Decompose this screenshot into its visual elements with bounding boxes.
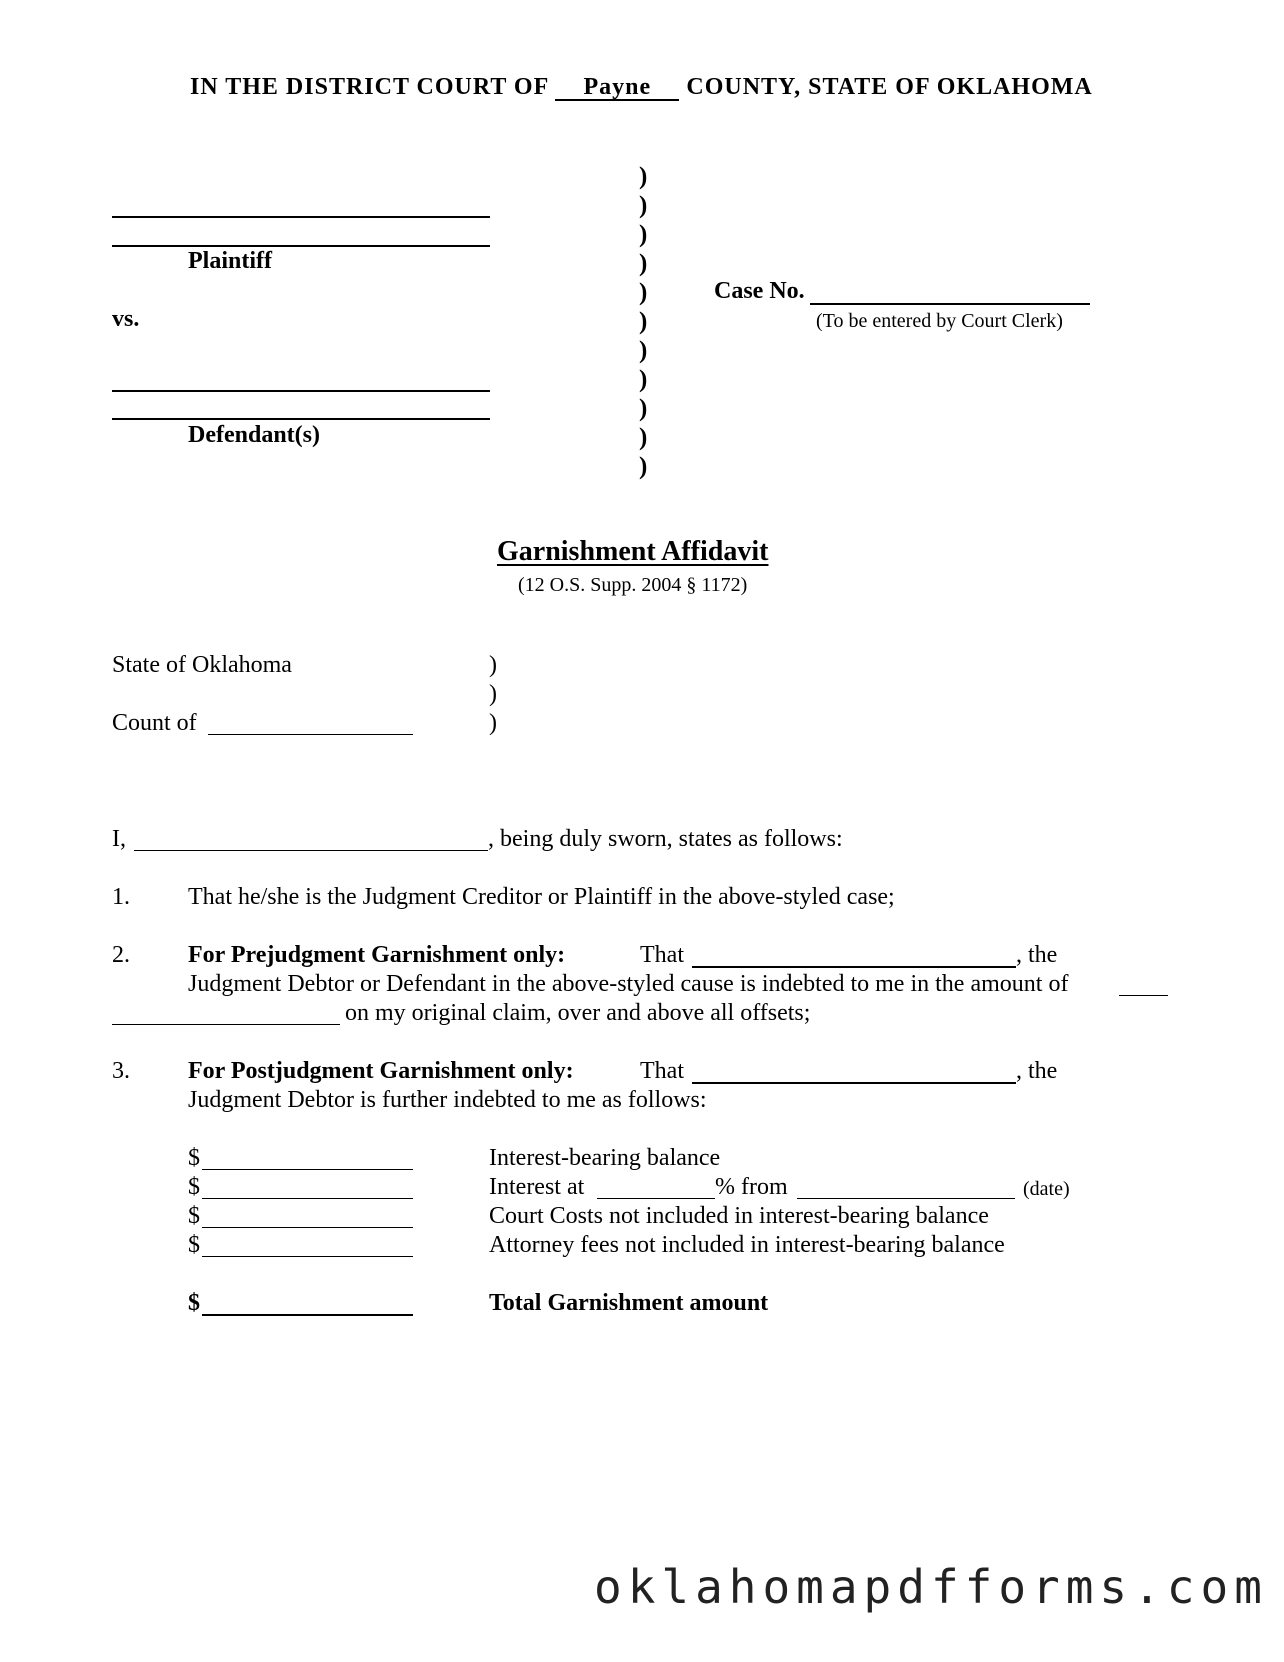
item-3-the: , the <box>1016 1058 1058 1084</box>
item-1-number: 1. <box>112 884 130 910</box>
court-costs-field[interactable] <box>202 1227 413 1228</box>
caption-paren: ) <box>639 395 648 422</box>
interest-amount-field[interactable] <box>202 1198 413 1199</box>
percent-from-label: % from <box>715 1174 788 1200</box>
currency-symbol: $ <box>188 1174 200 1200</box>
currency-symbol: $ <box>188 1232 200 1258</box>
date-note: (date) <box>1023 1178 1070 1200</box>
caption-paren: ) <box>639 337 648 364</box>
caption-paren: ) <box>639 250 648 277</box>
interest-bearing-amount-field[interactable] <box>202 1169 413 1170</box>
header-prefix: IN THE DISTRICT COURT OF <box>190 74 549 100</box>
affiant-name-field[interactable] <box>134 850 488 851</box>
prejudgment-debtor-field[interactable] <box>692 966 1016 968</box>
caption-paren: ) <box>639 163 648 190</box>
header-suffix: COUNTY, STATE OF OKLAHOMA <box>686 74 1093 100</box>
venue-paren: ) <box>489 710 497 736</box>
interest-at-label: Interest at <box>489 1174 585 1200</box>
item-3-heading: For Postjudgment Garnishment only: <box>188 1058 574 1084</box>
plaintiff-label: Plaintiff <box>188 248 272 274</box>
currency-symbol: $ <box>188 1203 200 1229</box>
oath-suffix: , being duly sworn, states as follows: <box>488 826 843 852</box>
item-2-that: That <box>640 942 684 968</box>
document-title: Garnishment Affidavit <box>497 536 769 567</box>
caption-paren: ) <box>639 453 648 480</box>
interest-bearing-label: Interest-bearing balance <box>489 1145 721 1171</box>
prejudgment-amount-field-a[interactable] <box>1119 995 1168 996</box>
currency-symbol: $ <box>188 1290 200 1316</box>
caption-paren: ) <box>639 192 648 219</box>
venue-paren: ) <box>489 652 497 678</box>
item-2-line-2: Judgment Debtor or Defendant in the above-styled cause is indebted to me in the amount of <box>188 971 1069 997</box>
statute-citation: (12 O.S. Supp. 2004 § 1172) <box>518 574 748 596</box>
court-costs-label: Court Costs not included in interest-bearing balance <box>489 1203 989 1229</box>
item-3-that: That <box>640 1058 684 1084</box>
case-no-field[interactable] <box>810 303 1090 305</box>
item-2-number: 2. <box>112 942 130 968</box>
caption-paren: ) <box>639 308 648 335</box>
postjudgment-debtor-field[interactable] <box>692 1082 1016 1084</box>
item-1-text: That he/she is the Judgment Creditor or Plaintiff in the above-styled case; <box>188 884 895 910</box>
item-2-heading: For Prejudgment Garnishment only: <box>188 942 566 968</box>
item-3-number: 3. <box>112 1058 130 1084</box>
item-2-the: , the <box>1016 942 1058 968</box>
item-2-line-3: on my original claim, over and above all offsets; <box>345 1000 811 1026</box>
plaintiff-line-1[interactable] <box>112 216 490 218</box>
caption-paren: ) <box>639 366 648 393</box>
attorney-fees-label: Attorney fees not included in interest-bearing balance <box>489 1232 1005 1258</box>
defendant-line-2[interactable] <box>112 418 490 420</box>
caption-paren: ) <box>639 424 648 451</box>
defendant-line-1[interactable] <box>112 390 490 392</box>
court-header <box>190 74 1093 101</box>
attorney-fees-field[interactable] <box>202 1256 413 1257</box>
total-amount-field[interactable] <box>202 1314 413 1316</box>
site-watermark: oklahomapdfforms.com <box>594 1560 1268 1614</box>
county-name: Payne <box>555 75 679 101</box>
caption-paren: ) <box>639 279 648 306</box>
county-label: Count of <box>112 710 197 736</box>
item-3-line-2: Judgment Debtor is further indebted to me as follows: <box>188 1087 707 1113</box>
case-no-label: Case No. <box>714 278 805 304</box>
currency-symbol: $ <box>188 1145 200 1171</box>
caption-paren: ) <box>639 221 648 248</box>
interest-rate-field[interactable] <box>597 1198 715 1199</box>
oath-prefix: I, <box>112 826 126 852</box>
total-label: Total Garnishment amount <box>489 1290 769 1316</box>
county-field[interactable] <box>208 734 413 735</box>
venue-paren: ) <box>489 681 497 707</box>
state-label: State of Oklahoma <box>112 652 292 678</box>
plaintiff-line-2[interactable] <box>112 245 490 247</box>
defendant-label: Defendant(s) <box>188 422 320 448</box>
prejudgment-amount-field-b[interactable] <box>112 1024 340 1025</box>
interest-date-field[interactable] <box>797 1198 1015 1199</box>
case-no-note: (To be entered by Court Clerk) <box>816 310 1063 332</box>
vs-label: vs. <box>112 306 140 332</box>
